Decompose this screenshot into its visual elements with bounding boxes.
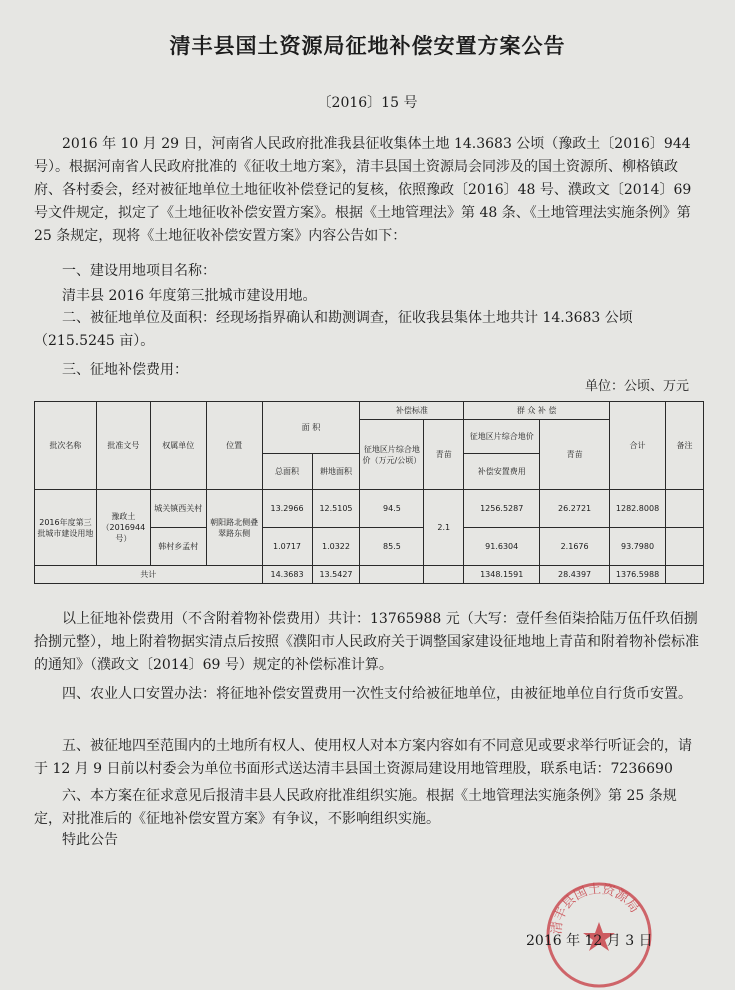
header-mass-crop: 青苗 (540, 420, 610, 490)
svg-text:清丰县国土资源局 (549, 881, 642, 935)
header-farmland-area: 耕地面积 (312, 454, 360, 490)
header-mass-price: 征地区片综合地价 (464, 420, 540, 454)
cell-price: 85.5 (360, 528, 424, 566)
section-3-heading: 三、征地补偿费用： (62, 362, 188, 378)
cell-owner: 城关镇西关村 (150, 490, 206, 528)
header-owner: 权属单位 (150, 402, 206, 490)
section-1-body: 清丰县 2016 年度第三批城市建设用地。 (62, 288, 317, 304)
sum-mass-price: 1348.1591 (464, 566, 540, 584)
notice-date: 2016 年 12 月 3 日 (526, 933, 653, 949)
header-mass-resettle: 补偿安置费用 (464, 454, 540, 490)
section-5-paragraph: 五、被征地四至范围内的土地所有权人、使用权人对本方案内容如有不同意见或要求举行听证会的，请于 12 月 9 日前以村委会为单位书面形式送达清丰县国土资源局建设用地管理股，联系电话：7236690 (34, 738, 692, 777)
cell-total: 1282.8008 (610, 490, 666, 528)
cell-note (666, 490, 704, 528)
cell-crop-standard: 2.1 (424, 490, 464, 566)
cell-docno: 豫政土（2016944 号） (96, 490, 150, 566)
section-1-heading: 一、建设用地项目名称： (62, 263, 216, 279)
cell-mass-crop: 2.1676 (540, 528, 610, 566)
cell-owner: 韩村乡孟村 (150, 528, 206, 566)
closing-line: 特此公告 (62, 832, 118, 848)
cell-location: 朝阳路北侧叠翠路东侧 (206, 490, 262, 566)
cell-mass-price: 1256.5287 (464, 490, 540, 528)
header-total: 合计 (610, 402, 666, 490)
sum-total-area: 14.3683 (262, 566, 312, 584)
header-std-price: 征地区片综合地价（万元/公顷） (360, 420, 424, 490)
sum-mass-crop: 28.4397 (540, 566, 610, 584)
header-location: 位置 (206, 402, 262, 490)
seal-text: 清丰县国土资源局 (549, 881, 642, 935)
cell-price: 94.5 (360, 490, 424, 528)
cell-total-area: 13.2966 (262, 490, 312, 528)
cell-batch: 2016年度第三批城市建设用地 (35, 490, 97, 566)
cell-farmland: 1.0322 (312, 528, 360, 566)
header-docno: 批准文号 (96, 402, 150, 490)
section-6-paragraph: 六、本方案在征求意见后报清丰县人民政府批准组织实施。根据《土地管理法实施条例》第 25 条规定，对批准后的《征地补偿安置方案》有争议，不影响组织实施。 (34, 788, 677, 827)
header-standard: 补偿标准 (360, 402, 464, 420)
cell-total-area: 1.0717 (262, 528, 312, 566)
total-fee-paragraph: 以上征地补偿费用（不含附着物补偿费用）共计：13765988 元（大写：壹仟叁佰柒拾陆万伍仟玖佰捌拾捌元整），地上附着物据实清点后按照《濮阳市人民政府关于调整国家建设征地地上青苗和附着物补偿标准的通知》（濮政文〔2014〕69 号）规定的补偿标准计算。 (34, 611, 699, 673)
header-note: 备注 (666, 402, 704, 490)
header-area: 面 积 (262, 402, 360, 454)
cell-farmland: 12.5105 (312, 490, 360, 528)
section-2-paragraph: 二、被征地单位及面积：经现场指界确认和勘测调查，征收我县集体土地共计 14.3683 公顷（215.5245 亩）。 (34, 310, 633, 349)
sum-label: 共计 (35, 566, 263, 584)
header-total-area: 总面积 (262, 454, 312, 490)
intro-paragraph: 2016 年 10 月 29 日，河南省人民政府批准我县征收集体土地 14.3683 公顷（豫政土〔2016〕944 号）。根据河南省人民政府批准的《征收土地方案》，清丰县国土资源局会同涉及的国土资源所、柳格镇政府、各村委会，经对被征地单位土地征收补偿登记的复核，依照豫政〔2016〕48 号、濮政文〔2014〕69 号文件规定，拟定了《土地征收补偿安置方案》。根据《土地管理法》第 48 条、《土地管理法实施条例》第 25 条规定，现将《土地征收补偿安置方案》内容公告如下： (34, 136, 692, 244)
compensation-table (34, 401, 704, 584)
cell-mass-crop: 26.2721 (540, 490, 610, 528)
section-4-paragraph: 四、农业人口安置办法：将征地补偿安置费用一次性支付给被征地单位，由被征地单位自行货币安置。 (62, 686, 692, 702)
header-batch: 批次名称 (35, 402, 97, 490)
unit-label: 单位：公顷、万元 (584, 379, 689, 394)
document-number: 〔2016〕15 号 (317, 95, 418, 111)
header-mass-compensation: 群 众 补 偿 (464, 402, 610, 420)
header-std-crop: 青苗 (424, 420, 464, 490)
notice-title: 清丰县国土资源局征地补偿安置方案公告 (169, 33, 566, 58)
sum-total: 1376.5988 (610, 566, 666, 584)
cell-note (666, 528, 704, 566)
cell-total: 93.7980 (610, 528, 666, 566)
cell-mass-price: 91.6304 (464, 528, 540, 566)
sum-farmland: 13.5427 (312, 566, 360, 584)
